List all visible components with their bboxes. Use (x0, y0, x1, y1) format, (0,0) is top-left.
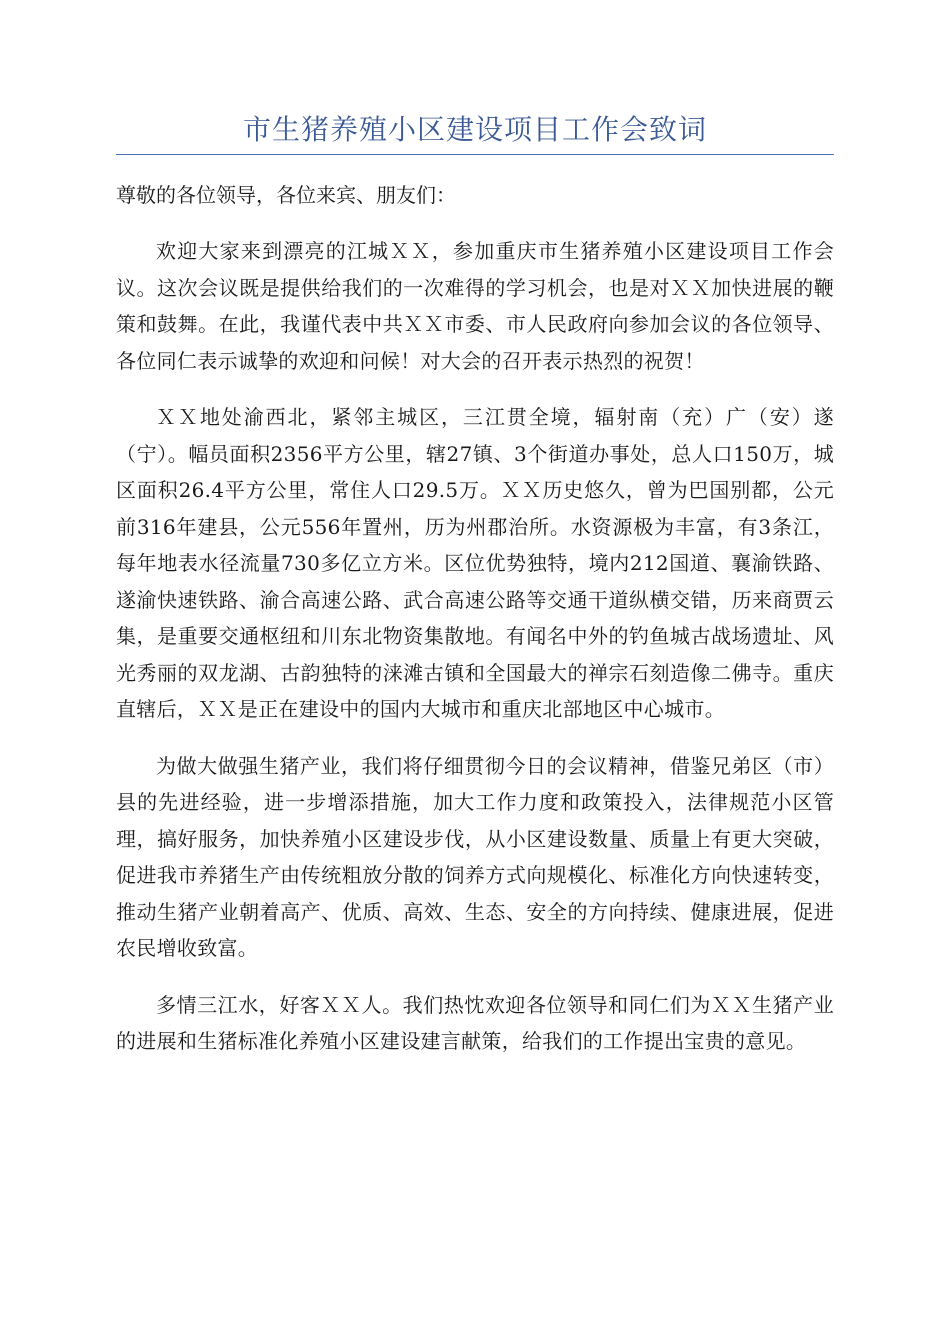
paragraph-industry-plan: 为做大做强生猪产业，我们将仔细贯彻今日的会议精神，借鉴兄弟区（市）县的先进经验，进一步增添措施，加大工作力度和政策投入，法律规范小区管理，搞好服务，加快养殖小区建设步伐，从小区建设数量、质量上有更大突破，促进我市养猪生产由传统粗放分散的饲养方式向规模化、标准化方向快速转变，推动生猪产业朝着高产、优质、高效、生态、安全的方向持续、健康进展，促进农民增收致富。 (116, 753, 834, 960)
paragraph-welcome: 欢迎大家来到漂亮的江城ＸＸ，参加重庆市生猪养殖小区建设项目工作会议。这次会议既是提供给我们的一次难得的学习机会，也是对ＸＸ加快进展的鞭策和鼓舞。在此，我谨代表中共ＸＸ市委、市人民政府向参加会议的各位领导、各位同仁表示诚挚的欢迎和问候！对大会的召开表示热烈的祝贺！ (116, 239, 834, 373)
document-page (116, 110, 834, 1060)
title-underline (116, 154, 834, 155)
paragraph-closing: 多情三江水，好客ＸＸ人。我们热忱欢迎各位领导和同仁们为ＸＸ生猪产业的进展和生猪标准化养殖小区建设建言献策，给我们的工作提出宝贵的意见。 (116, 992, 834, 1053)
document-title: 市生猪养殖小区建设项目工作会致词 (242, 113, 707, 146)
salutation: 尊敬的各位领导，各位来宾、朋友们： (116, 183, 456, 207)
paragraph-city-overview: ＸＸ地处渝西北，紧邻主城区，三江贯全境，辐射南（充）广（安）遂（宁）。幅员面积2356平方公里，辖27镇、3个街道办事处，总人口150万，城区面积26.4平方公里，常住人口29.5万。ＸＸ历史悠久，曾为巴国别都，公元前316年建县，公元556年置州，历为州郡治所。水资源极为丰富，有3条江，每年地表水径流量730多亿立方米。区位优势独特，境内212国道、襄渝铁路、遂渝快速铁路、渝合高速公路、武合高速公路等交通干道纵横交错，历来商贾云集，是重要交通枢纽和川东北物资集散地。有闻名中外的钓鱼城古战场遗址、风光秀丽的双龙湖、古韵独特的涞滩古镇和全国最大的禅宗石刻造像二佛寺。重庆直辖后，ＸＸ是正在建设中的国内大城市和重庆北部地区中心城市。 (116, 405, 834, 721)
